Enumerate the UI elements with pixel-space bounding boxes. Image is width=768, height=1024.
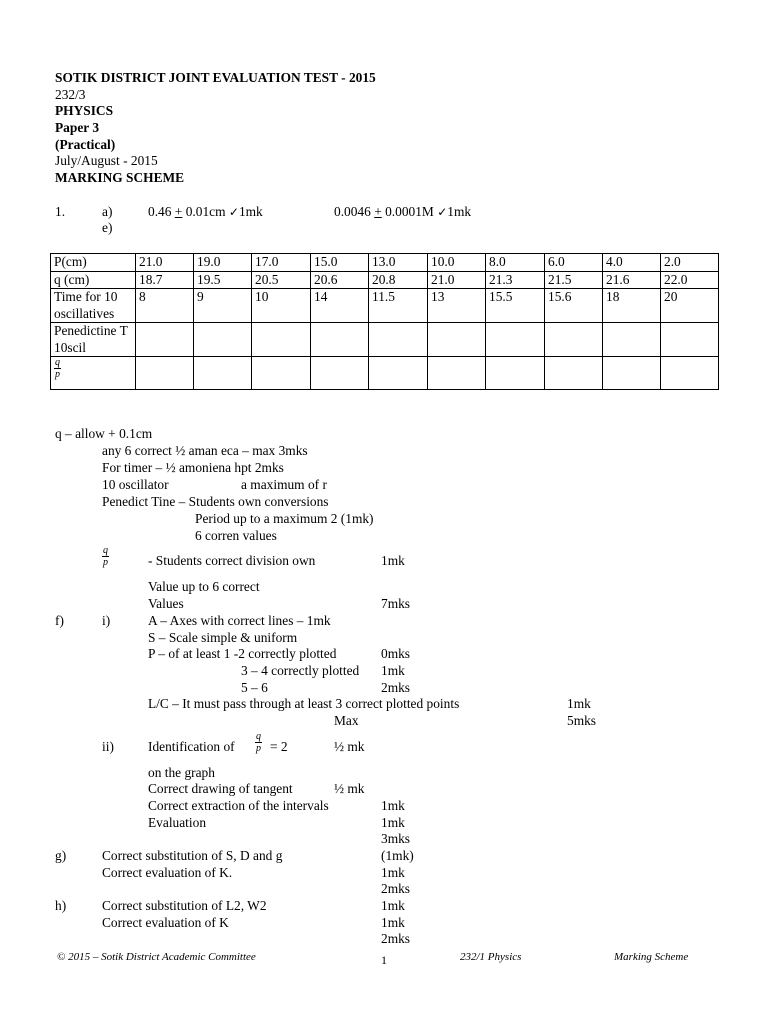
marking-scheme-heading: MARKING SCHEME bbox=[55, 170, 185, 185]
scheme-line: = 2 bbox=[270, 739, 288, 754]
table-cell: 18 bbox=[603, 289, 661, 323]
mark-value: 1mk bbox=[567, 696, 591, 711]
part-g-label: g) bbox=[55, 848, 67, 863]
scheme-line: S – Scale simple & uniform bbox=[148, 630, 298, 645]
table-cell: 22.0 bbox=[661, 271, 719, 289]
results-table bbox=[50, 253, 719, 390]
mark-value: 0mks bbox=[381, 646, 411, 661]
table-cell: 20.6 bbox=[311, 271, 369, 289]
fraction-q-over-p: $\frac{q}{p}$ bbox=[103, 545, 108, 568]
table-row bbox=[51, 357, 719, 390]
mark-value: 2mks bbox=[381, 680, 411, 695]
table-cell bbox=[428, 357, 486, 390]
table-cell: 21.3 bbox=[486, 271, 545, 289]
tick-icon: ✓ bbox=[437, 205, 448, 219]
mark-value: 1mk bbox=[381, 898, 405, 913]
table-cell: 19.0 bbox=[194, 254, 252, 272]
table-cell bbox=[603, 357, 661, 390]
table-cell: 15.6 bbox=[545, 289, 603, 323]
mark-value: 7mks bbox=[381, 596, 411, 611]
table-cell: 4.0 bbox=[603, 254, 661, 272]
table-cell bbox=[486, 323, 545, 357]
table-cell bbox=[136, 357, 194, 390]
table-cell: 13 bbox=[428, 289, 486, 323]
paper-code: 232/3 bbox=[55, 87, 86, 102]
mark-value: (1mk) bbox=[381, 848, 414, 863]
mark-value: ½ mk bbox=[334, 739, 365, 754]
part-h-label: h) bbox=[55, 898, 67, 913]
scheme-line: P – of at least 1 -2 correctly plotted bbox=[148, 646, 337, 661]
page-number: 1 bbox=[381, 953, 387, 967]
table-cell bbox=[369, 323, 428, 357]
scheme-line: Correct evaluation of K. bbox=[102, 865, 233, 880]
table-cell: 8 bbox=[136, 289, 194, 323]
table-cell bbox=[369, 357, 428, 390]
mark-value: 5mks bbox=[567, 713, 597, 728]
scheme-line: Value up to 6 correct bbox=[148, 579, 260, 594]
table-cell: 13.0 bbox=[369, 254, 428, 272]
scheme-line: Correct drawing of tangent bbox=[148, 781, 293, 796]
exam-date: July/August - 2015 bbox=[55, 153, 158, 168]
table-cell bbox=[252, 357, 311, 390]
scheme-line: 5 – 6 bbox=[241, 680, 268, 695]
mark-total: 3mks bbox=[381, 831, 411, 846]
mark-value: 1mk bbox=[381, 663, 405, 678]
table-cell: 20 bbox=[661, 289, 719, 323]
table-cell: 21.5 bbox=[545, 271, 603, 289]
measurement-2: 0.0046 + 0.0001M ✓1mk bbox=[334, 204, 472, 219]
table-cell bbox=[603, 323, 661, 357]
table-cell: 20.8 bbox=[369, 271, 428, 289]
exam-title: SOTIK DISTRICT JOINT EVALUATION TEST - 2015 bbox=[55, 70, 376, 85]
scheme-line: Values bbox=[148, 596, 184, 611]
table-cell bbox=[545, 357, 603, 390]
table-cell: 18.7 bbox=[136, 271, 194, 289]
subject-title: PHYSICS bbox=[55, 103, 114, 118]
table-cell: 11.5 bbox=[369, 289, 428, 323]
table-row bbox=[51, 323, 719, 357]
table-cell bbox=[545, 323, 603, 357]
mark-total: 2mks bbox=[381, 931, 411, 946]
scheme-line: any 6 correct ½ aman eca – max 3mks bbox=[102, 443, 308, 458]
table-cell: 14 bbox=[311, 289, 369, 323]
question-number: 1. bbox=[55, 204, 66, 219]
scheme-line: Correct evaluation of K bbox=[102, 915, 229, 930]
table-cell: 10 bbox=[252, 289, 311, 323]
scheme-line: 10 oscillator bbox=[102, 477, 169, 492]
table-cell bbox=[661, 357, 719, 390]
table-cell bbox=[661, 323, 719, 357]
part-e-label: e) bbox=[102, 220, 113, 235]
table-cell: 15.5 bbox=[486, 289, 545, 323]
table-cell: 21.6 bbox=[603, 271, 661, 289]
table-row bbox=[51, 271, 719, 289]
table-cell bbox=[194, 323, 252, 357]
scheme-line: Correct extraction of the intervals bbox=[148, 798, 329, 813]
table-cell bbox=[311, 323, 369, 357]
part-a-label: a) bbox=[102, 204, 113, 219]
table-cell: 6.0 bbox=[545, 254, 603, 272]
scheme-line: Correct substitution of S, D and g bbox=[102, 848, 283, 863]
fraction-q-over-p: $\frac{q}{p}$ bbox=[256, 731, 261, 754]
scheme-line: Evaluation bbox=[148, 815, 207, 830]
table-cell: 17.0 bbox=[252, 254, 311, 272]
paper-type: (Practical) bbox=[55, 137, 116, 152]
tick-icon: ✓ bbox=[228, 205, 239, 219]
scheme-line: on the graph bbox=[148, 765, 215, 780]
table-cell: 21.0 bbox=[136, 254, 194, 272]
mark-total: 2mks bbox=[381, 881, 411, 896]
mark-value: ½ mk bbox=[334, 781, 365, 796]
table-cell: 21.0 bbox=[428, 271, 486, 289]
table-cell: 19.5 bbox=[194, 271, 252, 289]
scheme-line: Identification of bbox=[148, 739, 235, 754]
table-row bbox=[51, 289, 719, 323]
table-cell bbox=[51, 357, 136, 390]
table-row bbox=[51, 254, 719, 272]
scheme-line: Correct substitution of L2, W2 bbox=[102, 898, 267, 913]
table-row-header: Time for 10 oscillatives bbox=[51, 289, 136, 323]
table-cell: 8.0 bbox=[486, 254, 545, 272]
mark-value: 1mk bbox=[381, 915, 405, 930]
table-cell bbox=[311, 357, 369, 390]
footer-paper: 232/1 Physics bbox=[460, 951, 522, 963]
scheme-line: Penedict Tine – Students own conversions bbox=[102, 494, 329, 509]
scheme-line: L/C – It must pass through at least 3 correct plotted points bbox=[148, 696, 460, 711]
measurement-1: 0.46 + 0.01cm ✓1mk bbox=[148, 204, 263, 219]
footer-copyright: © 2015 – Sotik District Academic Committee bbox=[57, 951, 256, 963]
scheme-line: 3 – 4 correctly plotted bbox=[241, 663, 360, 678]
table-cell: 2.0 bbox=[661, 254, 719, 272]
mark-value: 1mk bbox=[381, 553, 405, 568]
table-cell: 15.0 bbox=[311, 254, 369, 272]
scheme-line: Period up to a maximum 2 (1mk) bbox=[195, 511, 374, 526]
mark-value: 1mk bbox=[381, 815, 405, 830]
subpart-ii-label: ii) bbox=[102, 739, 114, 754]
part-f-label: f) bbox=[55, 613, 64, 628]
scheme-line: Max bbox=[334, 713, 359, 728]
table-cell bbox=[252, 323, 311, 357]
scheme-line: For timer – ½ amoniena hpt 2mks bbox=[102, 460, 284, 475]
fraction: $\frac{q}{p}$ bbox=[55, 357, 60, 380]
table-cell bbox=[194, 357, 252, 390]
table-cell bbox=[486, 357, 545, 390]
mark-value: 1mk bbox=[381, 798, 405, 813]
mark-value: 1mk bbox=[381, 865, 405, 880]
table-cell: 9 bbox=[194, 289, 252, 323]
table-cell bbox=[136, 323, 194, 357]
table-cell: 20.5 bbox=[252, 271, 311, 289]
table-cell: 10.0 bbox=[428, 254, 486, 272]
paper-number: Paper 3 bbox=[55, 120, 100, 135]
table-cell bbox=[428, 323, 486, 357]
scheme-line: - Students correct division own bbox=[148, 553, 316, 568]
scheme-line: a maximum of r bbox=[241, 477, 327, 492]
table-row-header: P(cm) bbox=[51, 254, 136, 272]
subpart-i-label: i) bbox=[102, 613, 111, 628]
scheme-line: A – Axes with correct lines – 1mk bbox=[148, 613, 331, 628]
scheme-line: 6 corren values bbox=[195, 528, 277, 543]
table-row-header: q (cm) bbox=[51, 271, 136, 289]
scheme-line: q – allow + 0.1cm bbox=[55, 426, 153, 441]
footer-label: Marking Scheme bbox=[614, 951, 689, 963]
table-row-header: Penedictine T 10scil bbox=[51, 323, 136, 357]
